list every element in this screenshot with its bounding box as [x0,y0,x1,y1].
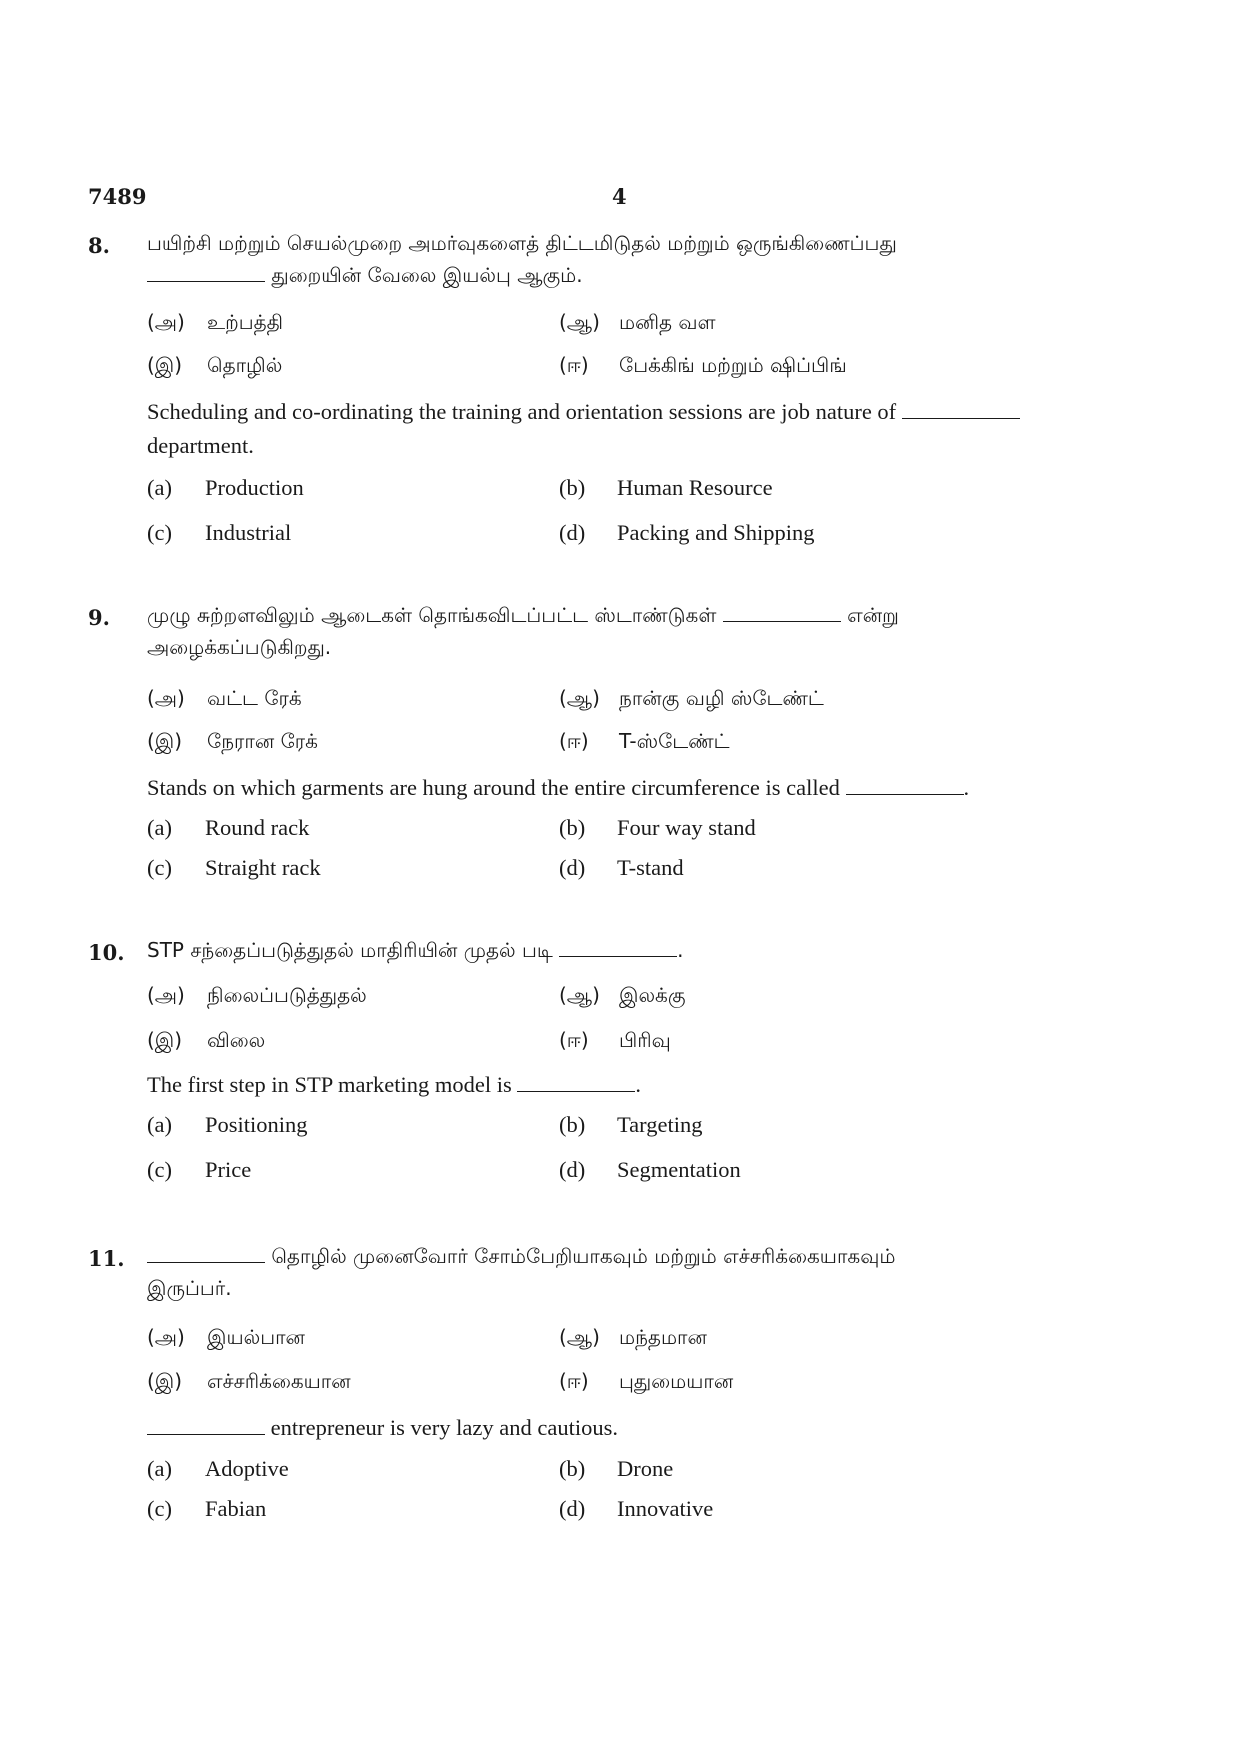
tamil-option: (ஆ) மந்தமான [559,1325,707,1349]
english-option: (b) Four way stand [559,815,756,840]
english-option: (a) Adoptive [147,1456,289,1481]
english-option: (c) Fabian [147,1496,267,1521]
page-number: 4 [612,184,627,209]
answer-blank [147,1261,265,1263]
english-option: (a) Positioning [147,1112,308,1137]
question-english-text: entrepreneur is very lazy and cautious. [147,1411,1157,1445]
tamil-option: (ஈ) பேக்கிங் மற்றும் ஷிப்பிங் [559,353,847,377]
tamil-option: (இ) நேரான ரேக் [147,729,318,753]
question-number: 8. [88,233,110,258]
answer-blank [517,1090,635,1092]
question-number: 10. [88,940,125,965]
question-english-text: Stands on which garments are hung around the entire circumference is called . [147,775,970,800]
question-english-text: Scheduling and co-ordinating the training and orientation sessions are job nature of department. [147,395,1157,463]
tamil-option: (இ) விலை [147,1028,266,1052]
tamil-option: (அ) வட்ட ரேக் [147,686,302,710]
tamil-option: (அ) நிலைப்படுத்துதல் [147,983,367,1007]
question-tamil-text: பயிற்சி மற்றும் செயல்முறை அமர்வுகளைத் திட்டமிடுதல் மற்றும் ஒருங்கிணைப்பது துறையின் வேலை இயல்பு ஆகும். [147,231,897,287]
answer-blank [902,417,1020,419]
tamil-option: (இ) தொழில் [147,353,283,377]
english-option: (d) T-stand [559,855,684,880]
answer-blank [559,955,677,957]
english-option: (b) Drone [559,1456,674,1481]
english-option: (a) Round rack [147,815,310,840]
english-option: (b) Targeting [559,1112,703,1137]
english-option: (c) Straight rack [147,855,321,880]
question-english-text: The first step in STP marketing model is . [147,1072,641,1097]
english-option: (c) Industrial [147,520,292,545]
english-option: (d) Segmentation [559,1157,741,1182]
answer-blank [147,1433,265,1435]
english-option: (b) Human Resource [559,475,773,500]
answer-blank [147,280,265,282]
question-tamil-text: முழு சுற்றளவிலும் ஆடைகள் தொங்கவிடப்பட்ட ஸ்டாண்டுகள் என்று அழைக்கப்படுகிறது. [147,603,899,659]
question-number: 11. [88,1246,125,1271]
question-tamil-text: தொழில் முனைவோர் சோம்பேறியாகவும் மற்றும் எச்சரிக்கையாகவும் இருப்பர். [147,1244,896,1300]
tamil-option: (அ) உற்பத்தி [147,310,284,334]
english-option: (c) Price [147,1157,252,1182]
answer-blank [723,620,841,622]
tamil-option: (இ) எச்சரிக்கையான [147,1369,351,1393]
tamil-option: (ஆ) மனித வள [559,310,716,334]
tamil-option: (ஈ) பிரிவு [559,1028,671,1052]
paper-code: 7489 [88,184,147,209]
english-option: (a) Production [147,475,304,500]
tamil-option: (அ) இயல்பான [147,1325,305,1349]
english-option: (d) Packing and Shipping [559,520,815,545]
answer-blank [846,793,964,795]
tamil-option: (ஈ) புதுமையான [559,1369,734,1393]
tamil-option: (ஆ) இலக்கு [559,983,686,1007]
question-tamil-text: STP சந்தைப்படுத்துதல் மாதிரியின் முதல் படி . [147,938,684,962]
question-number: 9. [88,605,110,630]
tamil-option: (ஆ) நான்கு வழி ஸ்டேண்ட் [559,686,824,710]
tamil-option: (ஈ) T-ஸ்டேண்ட் [559,729,730,753]
english-option: (d) Innovative [559,1496,714,1521]
